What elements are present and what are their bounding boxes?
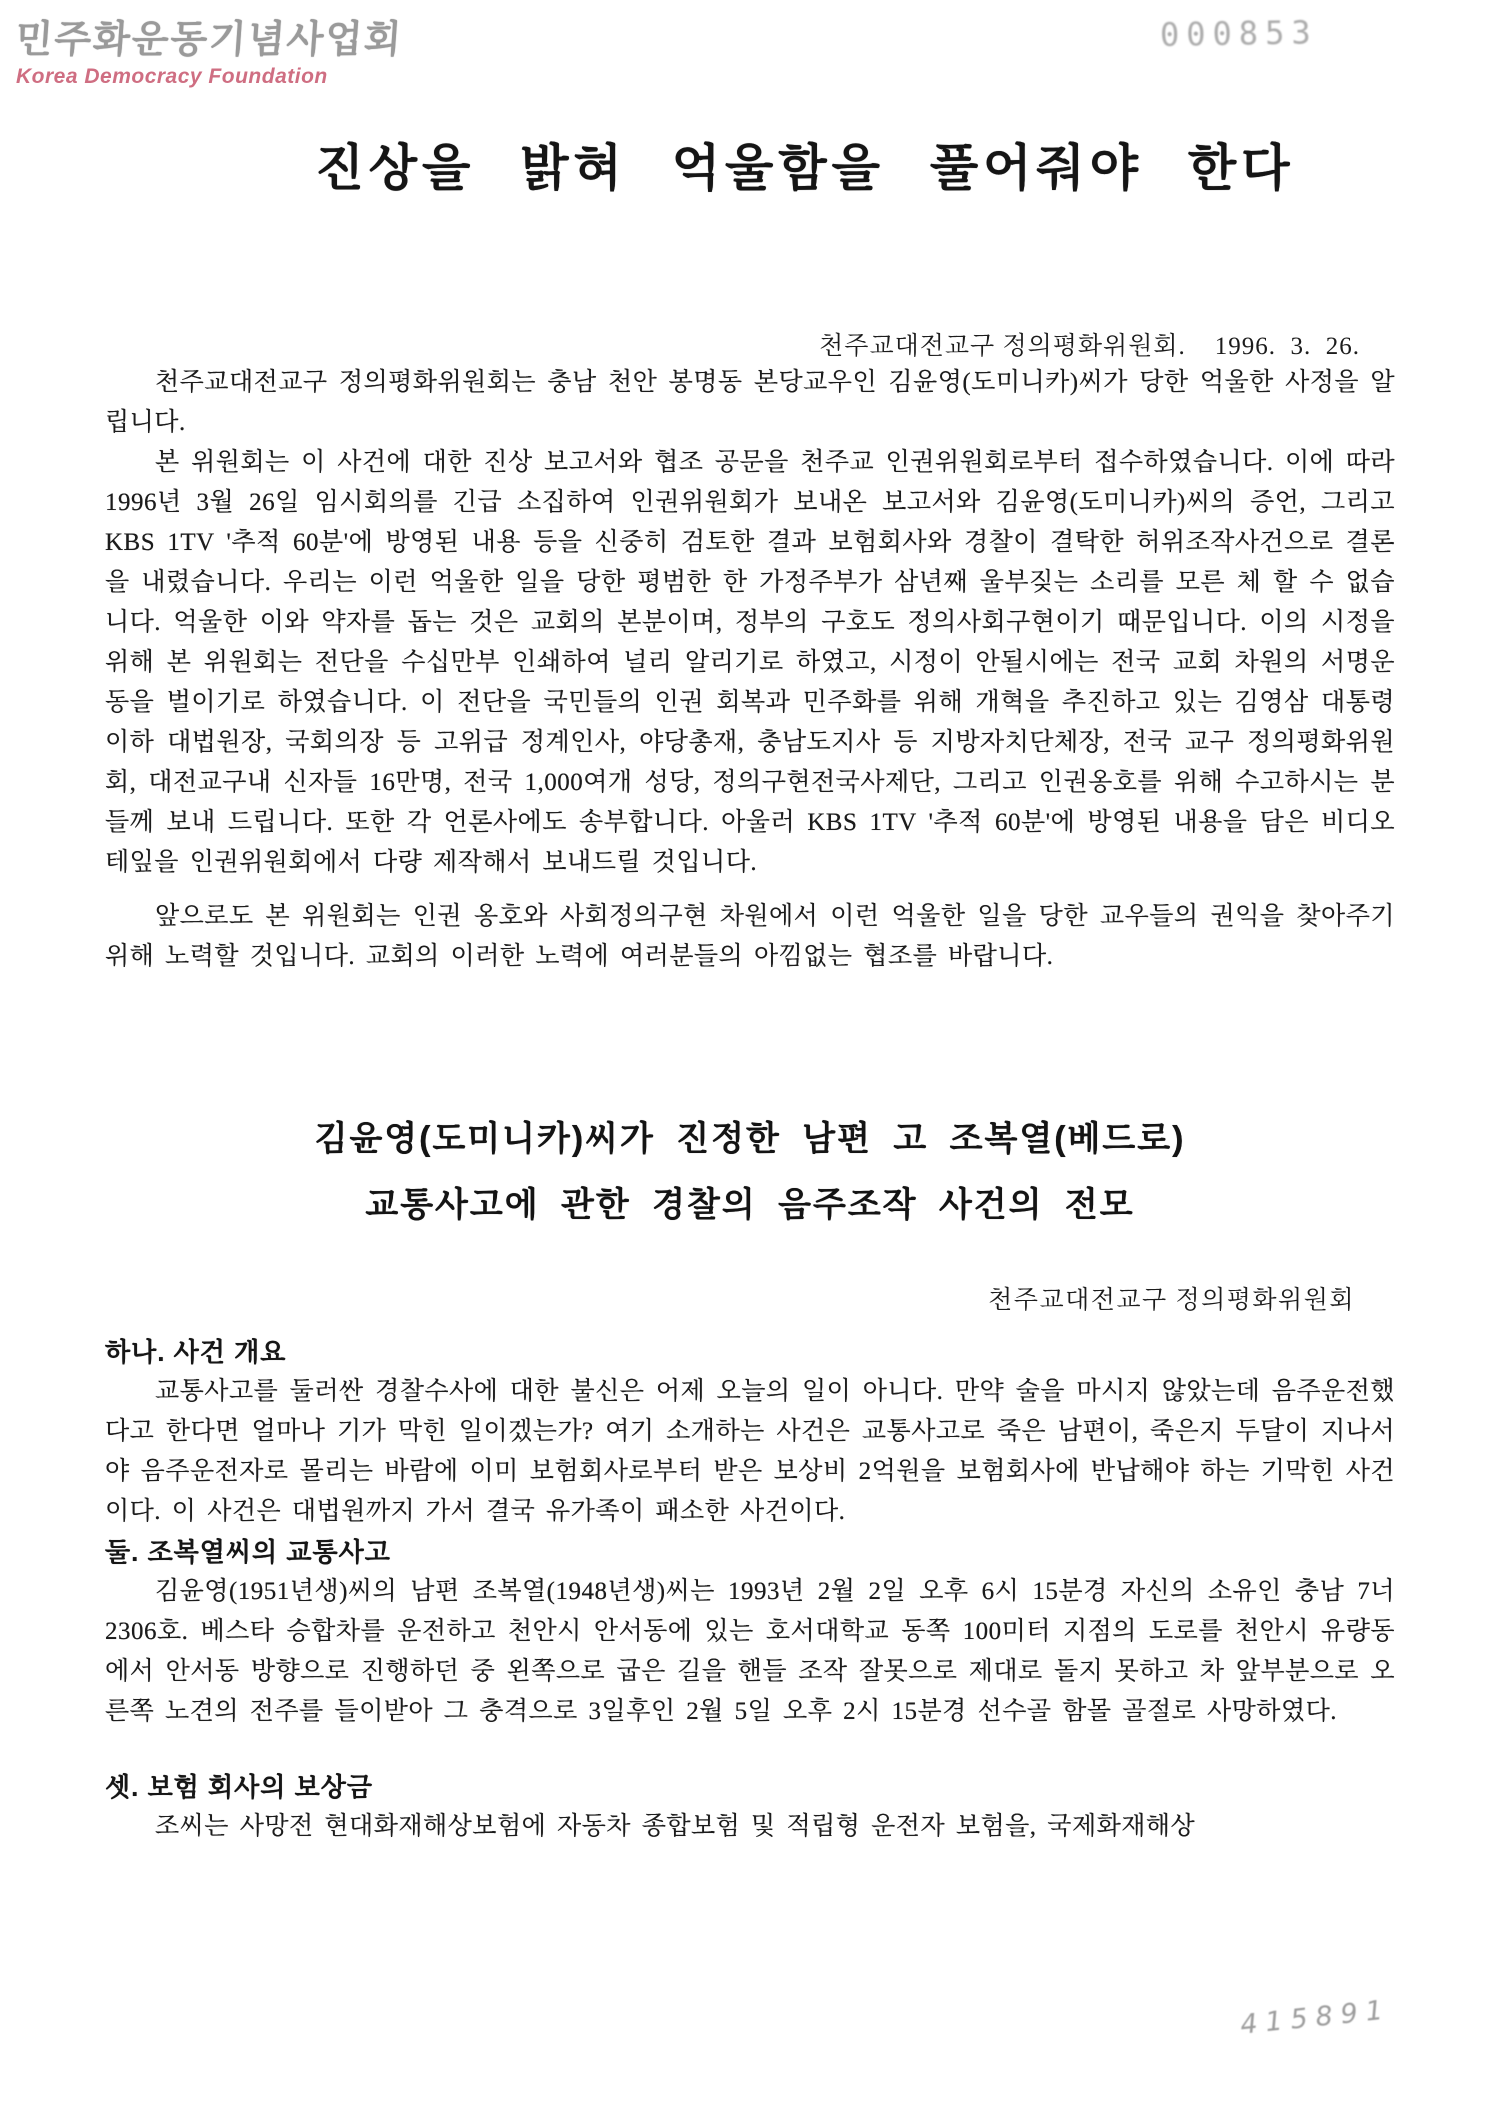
- petition-title: [105, 1106, 1395, 1238]
- foundation-logo-english: Korea Democracy Foundation: [16, 65, 328, 88]
- paragraph: 천주교대전교구 정의평화위원회는 충남 천안 봉명동 본당교우인 김윤영(도미니카)씨가 당한 억울한 사정을 알립니다.: [105, 369, 1395, 436]
- section-heading: 둘. 조복열씨의 교통사고: [105, 1537, 391, 1567]
- section-body: 교통사고를 둘러싼 경찰수사에 대한 불신은 어제 오늘의 일이 아니다. 만약 술을 마시지 않았는데 음주운전했다고 한다면 얼마나 기가 막힌 일이겠는가? 여기 소개하는 사건은 교통사고로 죽은 남편이, 죽은지 두달이 지나서야 음주운전자로 몰리는 바람에 이미 보험회사로부터 받은 보상비 2억원을 보험회사에 반납해야 하는 기막힌 사건이다. 이 사건은 대법원까지 가서 결국 유가족이 패소한 사건이다.: [105, 1378, 1395, 1525]
- petition-byline: 천주교대전교구 정의평화위원회: [988, 1287, 1355, 1314]
- foundation-logo-korean: 민주화운동기념사업회: [14, 19, 405, 61]
- petition-title-line2: 교통사고에 관한 경찰의 음주조작 사건의 전모: [365, 1186, 1135, 1224]
- archive-stamp-number: 000853: [1159, 13, 1318, 54]
- section-heading: 하나. 사건 개요: [105, 1337, 287, 1367]
- dateline: 천주교대전교구 정의평화위원회. 1996. 3. 26.: [819, 333, 1360, 360]
- section-heading: 셋. 보험 회사의 보상금: [105, 1772, 373, 1802]
- petition-sections: [105, 1332, 1395, 1847]
- section-body: 조씨는 사망전 현대화재해상보험에 자동차 종합보험 및 적립형 운전자 보험을, 국제화재해상: [155, 1813, 1196, 1840]
- document-title: 진상을 밝혀 억울함을 풀어줘야 한다: [315, 139, 1295, 196]
- paragraph: 본 위원회는 이 사건에 대한 진상 보고서와 협조 공문을 천주교 인권위원회로부터 접수하였습니다. 이에 따라 1996년 3월 26일 임시회의를 긴급 소집하여 인권위원회가 보내온 보고서와 김윤영(도미니카)씨의 증언, 그리고 KBS 1TV '추적 60분'에 방영된 내용 등을 신중히 검토한 결과 보험회사와 경찰이 결탁한 허위조작사건으로 결론을 내렸습니다. 우리는 이런 억울한 일을 당한 평범한 한 가정주부가 삼년째 울부짖는 소리를 모른 체 할 수 없습니다. 억울한 이와 약자를 돕는 것은 교회의 본분이며, 정부의 구호도 정의사회구현이기 때문입니다. 이의 시정을 위해 본 위원회는 전단을 수십만부 인쇄하여 널리 알리기로 하였고, 시정이 안될시에는 전국 교회 차원의 서명운동을 벌이기로 하였습니다. 이 전단을 국민들의 인권 회복과 민주화를 위해 개혁을 추진하고 있는 김영삼 대통령 이하 대법원장, 국회의장 등 고위급 정계인사, 야당총재, 충남도지사 등 지방자치단체장, 전국 교구 정의평화위원회, 대전교구내 신자들 16만명, 전국 1,000여개 성당, 정의구현전국사제단, 그리고 인권옹호를 위해 수고하시는 분들께 보내 드립니다. 또한 각 언론사에도 송부합니다. 아울러 KBS 1TV '추적 60분'에 방영된 내용을 담은 비디오테잎을 인권위원회에서 다량 제작해서 보내드릴 것입니다.: [105, 449, 1395, 876]
- section-body: 김윤영(1951년생)씨의 남편 조복열(1948년생)씨는 1993년 2월 2일 오후 6시 15분경 자신의 소유인 충남 7너 2306호. 베스타 승합차를 운전하고 천안시 안서동에 있는 호서대학교 동쪽 100미터 지점의 도로를 천안시 유량동에서 안서동 방향으로 진행하던 중 왼쪽으로 굽은 길을 핸들 조작 잘못으로 제대로 돌지 못하고 차 앞부분으로 오른쪽 노견의 전주를 들이받아 그 충격으로 3일후인 2월 5일 오후 2시 15분경 선수골 함몰 골절로 사망하였다.: [105, 1578, 1395, 1725]
- handwritten-mark: 415891: [1238, 1994, 1393, 2041]
- petition-title-line1: 김윤영(도미니카)씨가 진정한 남편 고 조복열(베드로): [314, 1120, 1186, 1158]
- logo: [16, 8, 403, 89]
- paragraph: 앞으로도 본 위원회는 인권 옹호와 사회정의구현 차원에서 이런 억울한 일을 당한 교우들의 권익을 찾아주기 위해 노력할 것입니다. 교회의 이러한 노력에 여러분들의 아낌없는 협조를 바랍니다.: [105, 903, 1395, 970]
- intro-body: [105, 363, 1395, 977]
